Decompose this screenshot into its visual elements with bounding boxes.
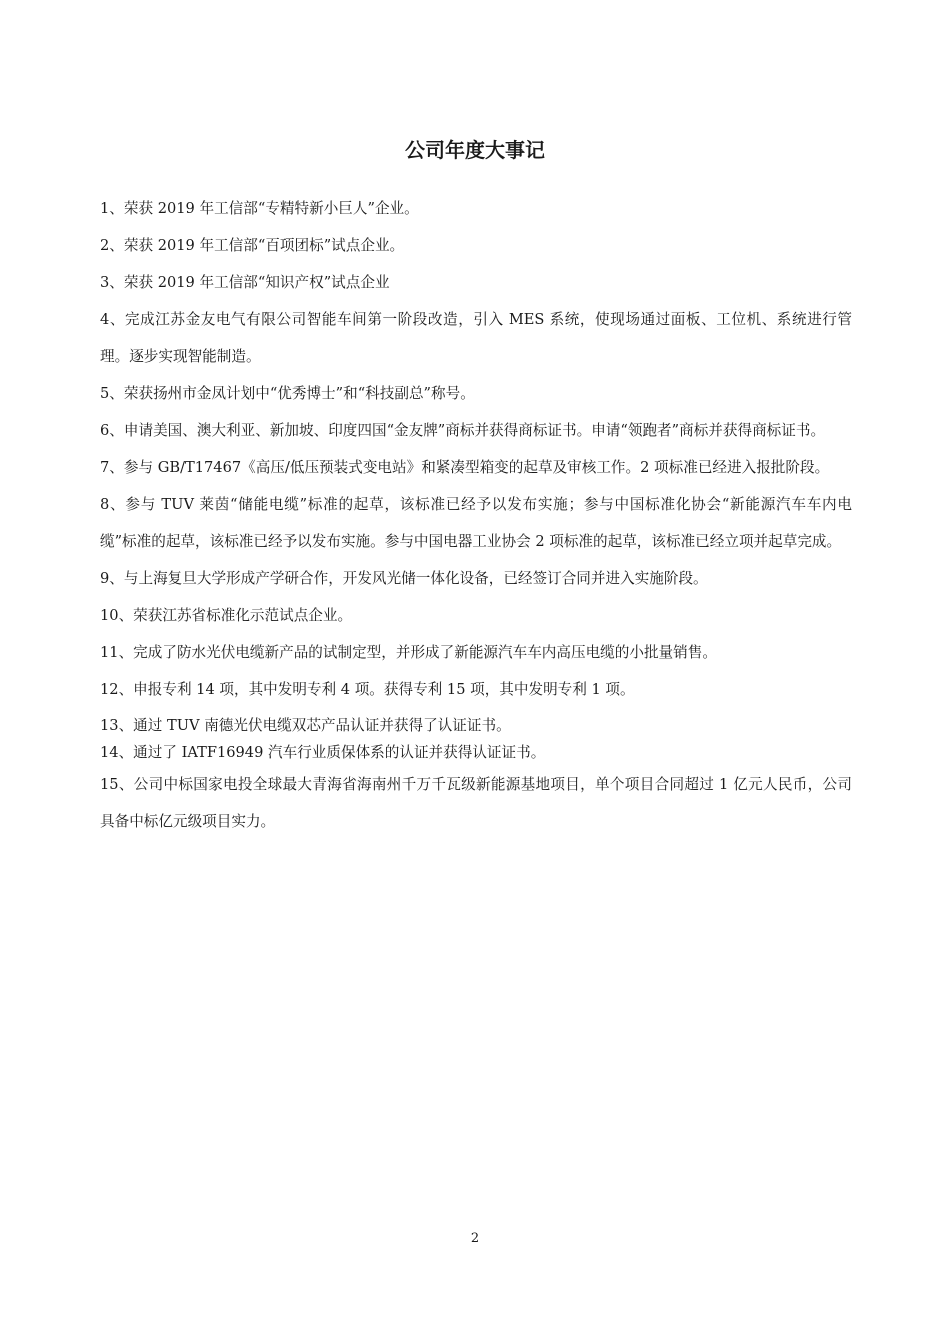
page-number: 2 — [470, 1231, 480, 1246]
list-item: 4、完成江苏金友电气有限公司智能车间第一阶段改造，引入 MES 系统，使现场通过面板、工位机、系统进行管理。逐步实现智能制造。 — [100, 311, 852, 365]
list-item: 9、与上海复旦大学形成产学研合作，开发风光储一体化设备，已经签订合同并进入实施阶段。 — [100, 570, 708, 587]
event-list — [100, 190, 852, 840]
list-item: 6、申请美国、澳大利亚、新加坡、印度四国“金友牌”商标并获得商标证书。申请“领跑者”商标并获得商标证书。 — [100, 422, 826, 439]
list-item: 11、完成了防水光伏电缆新产品的试制定型，并形成了新能源汽车车内高压电缆的小批量销售。 — [100, 644, 717, 661]
list-item: 15、公司中标国家电投全球最大青海省海南州千万千瓦级新能源基地项目，单个项目合同超过 1 亿元人民币，公司具备中标亿元级项目实力。 — [100, 776, 852, 830]
list-item: 8、参与 TUV 莱茵“储能电缆”标准的起草，该标准已经予以发布实施；参与中国标准化协会“新能源汽车车内电缆”标准的起草，该标准已经予以发布实施。参与中国电器工业协会 2 项标准的起草，该标准已经立项并起草完成。 — [100, 496, 852, 550]
list-item: 13、通过 TUV 南德光伏电缆双芯产品认证并获得了认证证书。 — [100, 717, 511, 734]
list-item: 5、荣获扬州市金凤计划中“优秀博士”和“科技副总”称号。 — [100, 385, 475, 402]
list-item: 1、荣获 2019 年工信部“专精特新小巨人”企业。 — [100, 200, 419, 217]
list-item: 14、通过了 IATF16949 汽车行业质保体系的认证并获得认证证书。 — [100, 744, 546, 761]
list-item: 7、参与 GB/T17467《高压/低压预装式变电站》和紧凑型箱变的起草及审核工作。2 项标准已经进入报批阶段。 — [100, 459, 830, 476]
list-item: 2、荣获 2019 年工信部“百项团标”试点企业。 — [100, 237, 405, 254]
list-item: 3、荣获 2019 年工信部“知识产权”试点企业 — [100, 274, 390, 291]
list-item: 12、申报专利 14 项，其中发明专利 4 项。获得专利 15 项，其中发明专利 1 项。 — [100, 681, 635, 698]
page-title: 公司年度大事记 — [405, 138, 545, 162]
list-item: 10、荣获江苏省标准化示范试点企业。 — [100, 607, 353, 624]
